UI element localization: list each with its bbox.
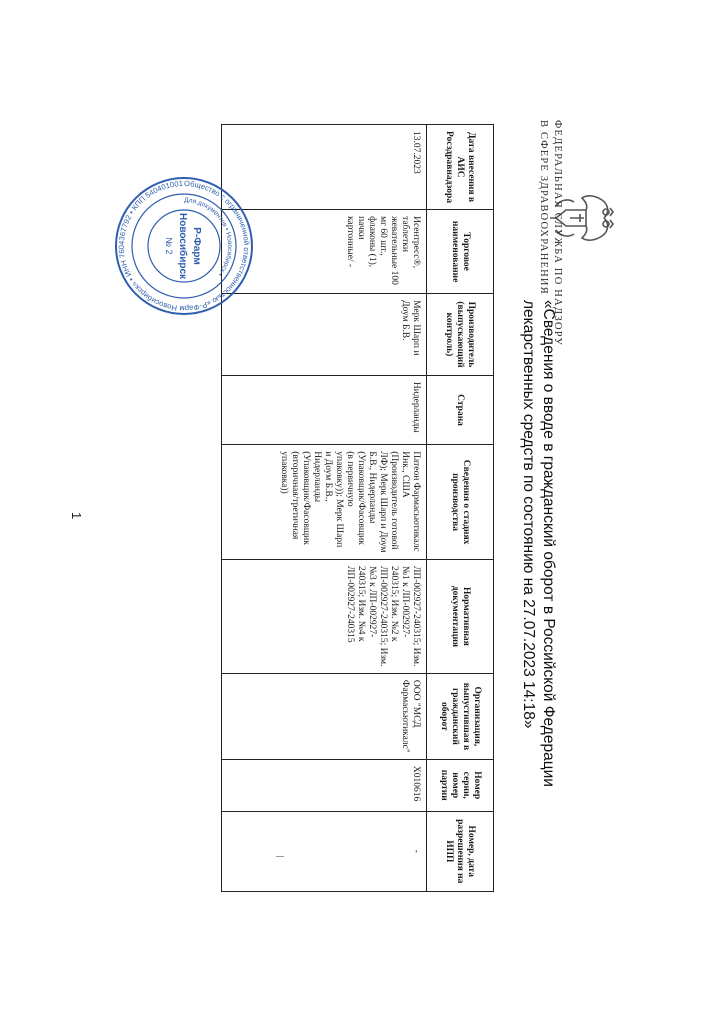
page-number: 1 [69,512,84,520]
stamp-inner-text: Для документов • Новосибирск • [183,196,234,278]
column-header: Торговое наименование [427,210,494,294]
company-stamp-icon [114,176,254,316]
column-header: Страна [427,375,494,444]
scan-mark [276,856,284,857]
cell-normative: ЛП-002927-240315; Изм. №1 к ЛП-002927-240315; Изм. №2 к ЛП-002927-240315; Изм. №3 к ЛП-002927-240315; Изм. №4 к ЛП-002927-240315 [222,559,427,673]
stamp-center-name: Новосибирск [177,212,188,280]
stamp-brand: Р-Фарм [191,227,202,265]
cell-organization: ООО "МСД Фармасьютикалс" [222,673,427,759]
column-header: Номер, дата разрешения на ИПП [427,811,494,891]
title-line: «Сведения о вводе в гражданский оборот в Российской Федерации [540,300,557,787]
circulation-table [221,124,494,892]
cell-series: X010616 [222,759,427,811]
cell-stages: Патеон Фармасьютикалс Инк., США (Производитель готовой ЛФ); Мерк Шарп и Доум Б.В., Нидерланды (Упаковщик/Фасовщик (в первичную упаковку)); Мерк Шарп и Доум Б.В., Нидерланды (Упаковщик/Фасовщик (вторичная/третичная упаковка)) [222,445,427,560]
title-line: лекарственных средств по состоянию на 27.07.2023 14:18» [520,300,537,729]
cell-trade-name: Исентресс®, таблетки жевательные 100 мг 60 шт., флаконы (1), пачки картонные/ - [222,210,427,294]
column-header: Дата внесения в АИС Росздравнадзора [427,125,494,210]
column-header: Номер серии, номер партии [427,759,494,811]
cell-permit: - [222,811,427,891]
table-header-row [427,125,494,892]
cell-country: Нидерланды [222,375,427,444]
column-header: Организация, выпустившая в гражданский оборот [427,673,494,759]
agency-line: В СФЕРЕ ЗДРАВООХРАНЕНИЯ [538,120,549,295]
stamp-number: № 2 [164,237,174,255]
column-header: Производитель (выпускающий контроль) [427,294,494,376]
agency-line: ФЕДЕРАЛЬНАЯ СЛУЖБА ПО НАДЗОРУ [552,120,563,347]
column-header: Нормативная документация [427,559,494,673]
cell-date: 13.07.2023 [222,125,427,210]
cell-manufacturer: Мерк Шарп и Доум Б.В. [222,294,427,376]
column-header: Сведения о стадиях производства [427,445,494,560]
stamp-outer-text: Общество с ограниченной ответственностью «Р-Фарм Новосибирск» • ИНН 7604367792 • КПП 540401001 [116,178,252,314]
document-title [518,300,558,1000]
